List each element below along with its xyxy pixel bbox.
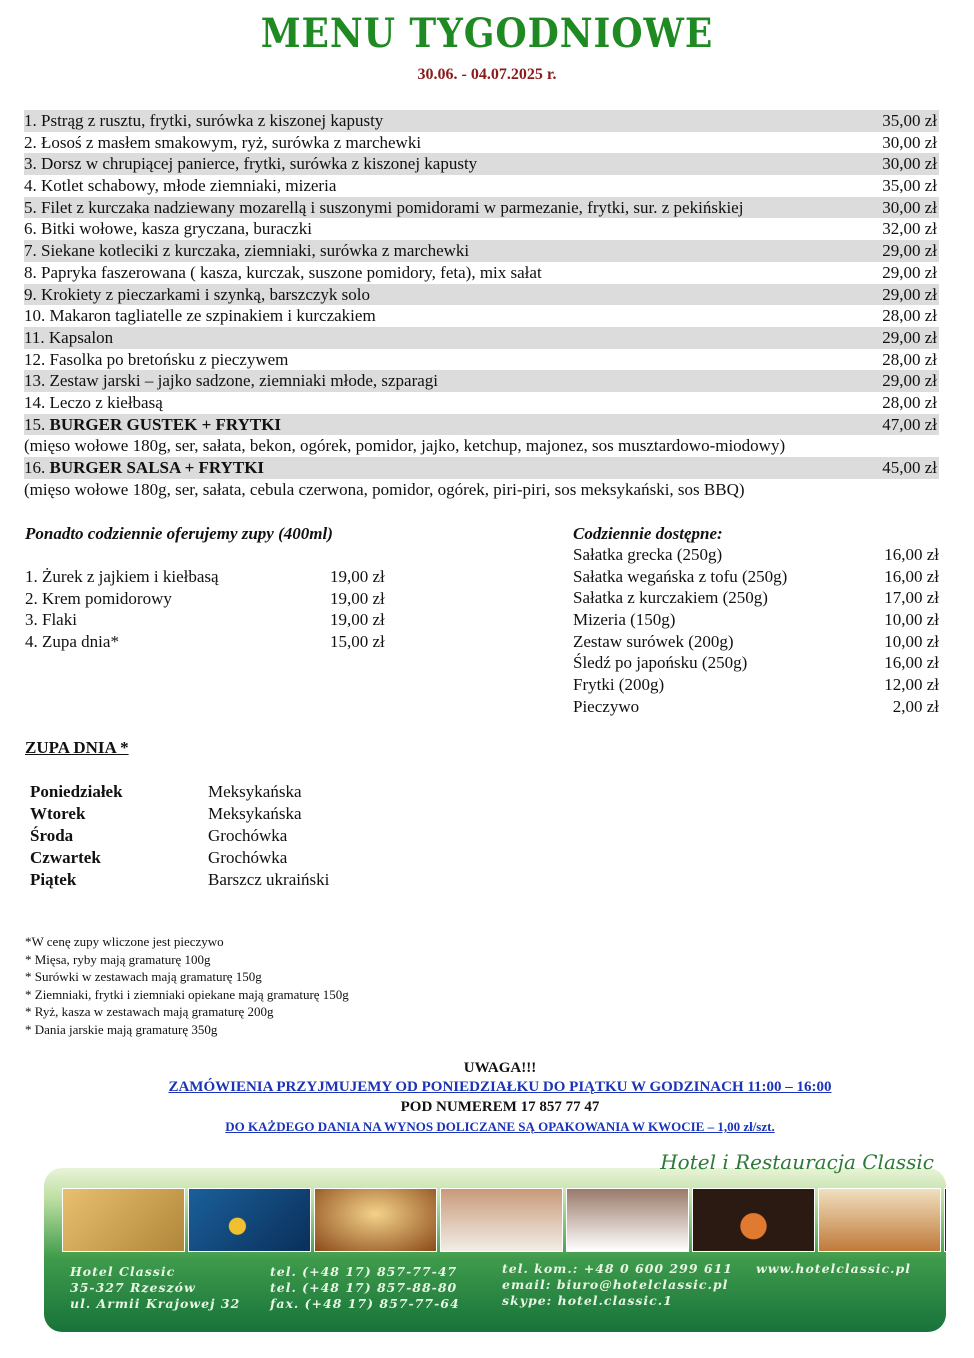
dish-name: 3. Dorsz w chrupiącej panierce, frytki, surówka z kiszonej kapusty [24, 154, 478, 174]
soups-list [25, 566, 395, 653]
list-item [25, 588, 395, 610]
item-name: Śledź po japońsku (250g) [573, 653, 748, 673]
dish-price: 45,00 zł [882, 458, 937, 477]
list-item [25, 609, 395, 631]
dish-price: 30,00 zł [882, 197, 937, 217]
soup-name: 4. Zupa dnia* [25, 632, 119, 652]
dish-name: 9. Krokiety z pieczarkami i szynką, barszczyk solo [24, 284, 371, 304]
list-item [573, 696, 939, 718]
photo-strip [62, 1188, 946, 1252]
email-link[interactable]: email: biuro@hotelclassic.pl [502, 1277, 729, 1292]
photo-bed [566, 1188, 689, 1252]
item-price: 2,00 zł [892, 696, 939, 716]
weekly-menu [24, 110, 939, 500]
soup-price: 15,00 zł [330, 632, 385, 652]
burger-row [24, 457, 939, 479]
dish-price: 35,00 zł [882, 111, 937, 130]
item-price: 10,00 zł [884, 610, 939, 630]
soup-name: 1. Żurek z jajkiem i kiełbasą [25, 567, 219, 586]
list-item [30, 869, 430, 891]
weekday: Środa [30, 826, 74, 845]
soup-name: 2. Krem pomidorowy [25, 588, 172, 608]
list-item [30, 781, 430, 803]
photo-cocktail [944, 1188, 946, 1252]
burger-name: BURGER GUSTEK + FRYTKI [49, 414, 282, 434]
dish-price: 29,00 zł [882, 371, 937, 391]
footnote: *W cenę zupy wliczone jest pieczywo [25, 934, 224, 949]
photo-aquarium [188, 1188, 311, 1252]
dish-price: 35,00 zł [882, 176, 937, 196]
dish-price: 29,00 zł [882, 241, 937, 261]
daily-list [573, 544, 939, 718]
weekday: Czwartek [30, 848, 101, 867]
list-item [25, 566, 395, 588]
menu-row [24, 392, 939, 414]
daily-heading: Codziennie dostępne: [573, 524, 723, 543]
menu-row [24, 305, 939, 327]
hotel-brand-logo: Hotel i Restauracja Classic [660, 1150, 934, 1174]
list-item [573, 674, 939, 696]
dish-price: 28,00 zł [882, 392, 937, 412]
dish-name [24, 457, 264, 479]
menu-row [24, 349, 939, 371]
phone-line: fax. (+48 17) 857-77-64 [270, 1296, 460, 1311]
soup-price: 19,00 zł [330, 610, 385, 630]
item-name: Mizeria (150g) [573, 610, 676, 630]
burger-description: (mięso wołowe 180g, ser, sałata, cebula czerwona, pomidor, ogórek, piri-piri, sos meksykański, sos BBQ) [24, 479, 745, 499]
soup-name: Meksykańska [208, 782, 302, 801]
menu-row [24, 370, 939, 392]
list-item [30, 803, 430, 825]
burger-row [24, 414, 939, 436]
dish-price: 29,00 zł [882, 284, 937, 304]
list-item [25, 631, 395, 653]
date-range: 30.06. - 04.07.2025 r. [417, 66, 557, 83]
soup-name: 3. Flaki [25, 610, 77, 630]
page-title: MENU TYGODNIOWE [260, 10, 714, 57]
item-price: 16,00 zł [884, 566, 939, 586]
order-hours-link[interactable]: ZAMÓWIENIA PRZYJMUJEMY OD PONIEDZIAŁKU DO PIĄTKU W GODZINACH 11:00 – 16:00 [168, 1079, 832, 1095]
photo-hall [314, 1188, 437, 1252]
packaging-fee-link[interactable]: DO KAŻDEGO DANIA NA WYNOS DOLICZANE SĄ OPAKOWANIA W KWOCIE – 1,00 zł/szt. [225, 1119, 775, 1134]
dish-price: 28,00 zł [882, 349, 937, 369]
dish-price: 30,00 zł [882, 154, 937, 174]
soup-name: Meksykańska [208, 804, 302, 823]
soups-heading: Ponadto codziennie oferujemy zupy (400ml) [25, 524, 333, 543]
item-name: Sałatka wegańska z tofu (250g) [573, 566, 788, 586]
menu-row [24, 197, 939, 219]
order-phone: POD NUMEREM 17 857 77 47 [400, 1099, 600, 1115]
footnote: * Mięsa, ryby mają gramaturę 100g [25, 951, 211, 967]
contact-line: tel. kom.: +48 0 600 299 611 [502, 1261, 733, 1276]
list-item [573, 566, 939, 588]
footnote: * Dania jarskie mają gramaturę 350g [25, 1021, 218, 1037]
dish-name: 4. Kotlet schabowy, młode ziemniaki, mizeria [24, 176, 337, 196]
hotel-address [70, 1264, 240, 1312]
menu-row [24, 284, 939, 306]
item-price: 16,00 zł [884, 545, 939, 564]
footnote: * Ziemniaki, frytki i ziemniaki opiekane mają gramaturę 150g [25, 986, 349, 1002]
item-name: Zestaw surówek (200g) [573, 631, 734, 651]
dish-number: 15. [24, 414, 46, 434]
dish-name: 2. Łosoś z masłem smakowym, ryż, surówka z marchewki [24, 132, 422, 152]
dish-price: 32,00 zł [882, 219, 937, 239]
soup-price: 19,00 zł [330, 567, 385, 586]
menu-row [24, 262, 939, 284]
dish-number: 16. [24, 458, 46, 477]
list-item [573, 587, 939, 609]
footnote: * Ryż, kasza w zestawach mają gramaturę 200g [25, 1004, 274, 1019]
menu-row [24, 218, 939, 240]
address-line: Hotel Classic [70, 1264, 176, 1279]
soup-of-day-heading: ZUPA DNIA * [25, 738, 129, 757]
list-item [573, 652, 939, 674]
dish-name: 6. Bitki wołowe, kasza gryczana, buraczki [24, 219, 312, 239]
item-name: Frytki (200g) [573, 675, 665, 695]
list-item [573, 609, 939, 631]
address-line: ul. Armii Krajowej 32 [70, 1296, 241, 1311]
item-name: Sałatka z kurczakiem (250g) [573, 588, 768, 608]
item-price: 17,00 zł [884, 588, 939, 608]
menu-row [24, 327, 939, 349]
photo-dish [692, 1188, 815, 1252]
contact-line: skype: hotel.classic.1 [502, 1293, 673, 1308]
item-price: 16,00 zł [884, 653, 939, 673]
menu-row [24, 132, 939, 154]
dish-name: 7. Siekane kotleciki z kurczaka, ziemniaki, surówka z marchewki [24, 241, 470, 261]
item-price: 12,00 zł [884, 675, 939, 695]
list-item [30, 847, 430, 869]
hotel-contact [502, 1261, 733, 1309]
menu-row [24, 175, 939, 197]
menu-row [24, 153, 939, 175]
dish-price: 30,00 zł [882, 132, 937, 152]
dish-name: 10. Makaron tagliatelle ze szpinakiem i kurczakiem [24, 306, 376, 326]
hotel-phones [270, 1264, 460, 1312]
address-line: 35-327 Rzeszów [70, 1280, 196, 1295]
hotel-banner [44, 1168, 946, 1332]
list-item [30, 825, 430, 847]
menu-row [24, 110, 939, 132]
list-item [573, 631, 939, 653]
dish-name [24, 414, 281, 436]
dish-price: 28,00 zł [882, 306, 937, 326]
soup-name: Grochówka [208, 848, 288, 867]
dish-name: 8. Papryka faszerowana ( kasza, kurczak, suszone pomidory, feta), mix sałat [24, 262, 542, 282]
soup-of-day-schedule [30, 781, 430, 891]
footnote: * Surówki w zestawach mają gramaturę 150g [25, 969, 262, 984]
weekday: Piątek [30, 870, 77, 889]
list-item [573, 544, 939, 566]
website-link[interactable]: www.hotelclassic.pl [756, 1261, 912, 1276]
item-price: 10,00 zł [884, 631, 939, 651]
phone-line: tel. (+48 17) 857-77-47 [270, 1264, 458, 1279]
footnotes [25, 933, 349, 1038]
notice-heading: UWAGA!!! [463, 1060, 537, 1076]
dish-name: 13. Zestaw jarski – jajko sadzone, ziemniaki młode, szparagi [24, 371, 439, 391]
soup-price: 19,00 zł [330, 588, 385, 608]
photo-room [440, 1188, 563, 1252]
dish-name: 5. Filet z kurczaka nadziewany mozarellą i suszonymi pomidorami w parmezanie, frytki, sur. z pekińskiej [24, 197, 744, 217]
item-name: Pieczywo [573, 696, 640, 716]
photo-restaurant [818, 1188, 941, 1252]
burger-name: BURGER SALSA + FRYTKI [49, 458, 265, 477]
dish-name: 1. Pstrąg z rusztu, frytki, surówka z kiszonej kapusty [24, 111, 384, 130]
item-name: Sałatka grecka (250g) [573, 545, 723, 564]
soup-name: Barszcz ukraiński [208, 870, 330, 889]
dish-name: 12. Fasolka po bretońsku z pieczywem [24, 349, 289, 369]
dish-name: 11. Kapsalon [24, 327, 114, 347]
menu-row [24, 240, 939, 262]
dish-price: 29,00 zł [882, 262, 937, 282]
weekday: Poniedziałek [30, 782, 123, 801]
dish-price: 47,00 zł [882, 414, 937, 434]
dish-name: 14. Leczo z kiełbasą [24, 392, 163, 412]
phone-line: tel. (+48 17) 857-88-80 [270, 1280, 458, 1295]
dish-price: 29,00 zł [882, 327, 937, 347]
burger-description: (mięso wołowe 180g, ser, sałata, bekon, ogórek, pomidor, jajko, ketchup, majonez, sos musztardowo-miodowy) [24, 436, 786, 456]
weekday: Wtorek [30, 804, 86, 823]
photo-banquet [62, 1188, 185, 1252]
soup-name: Grochówka [208, 826, 288, 845]
